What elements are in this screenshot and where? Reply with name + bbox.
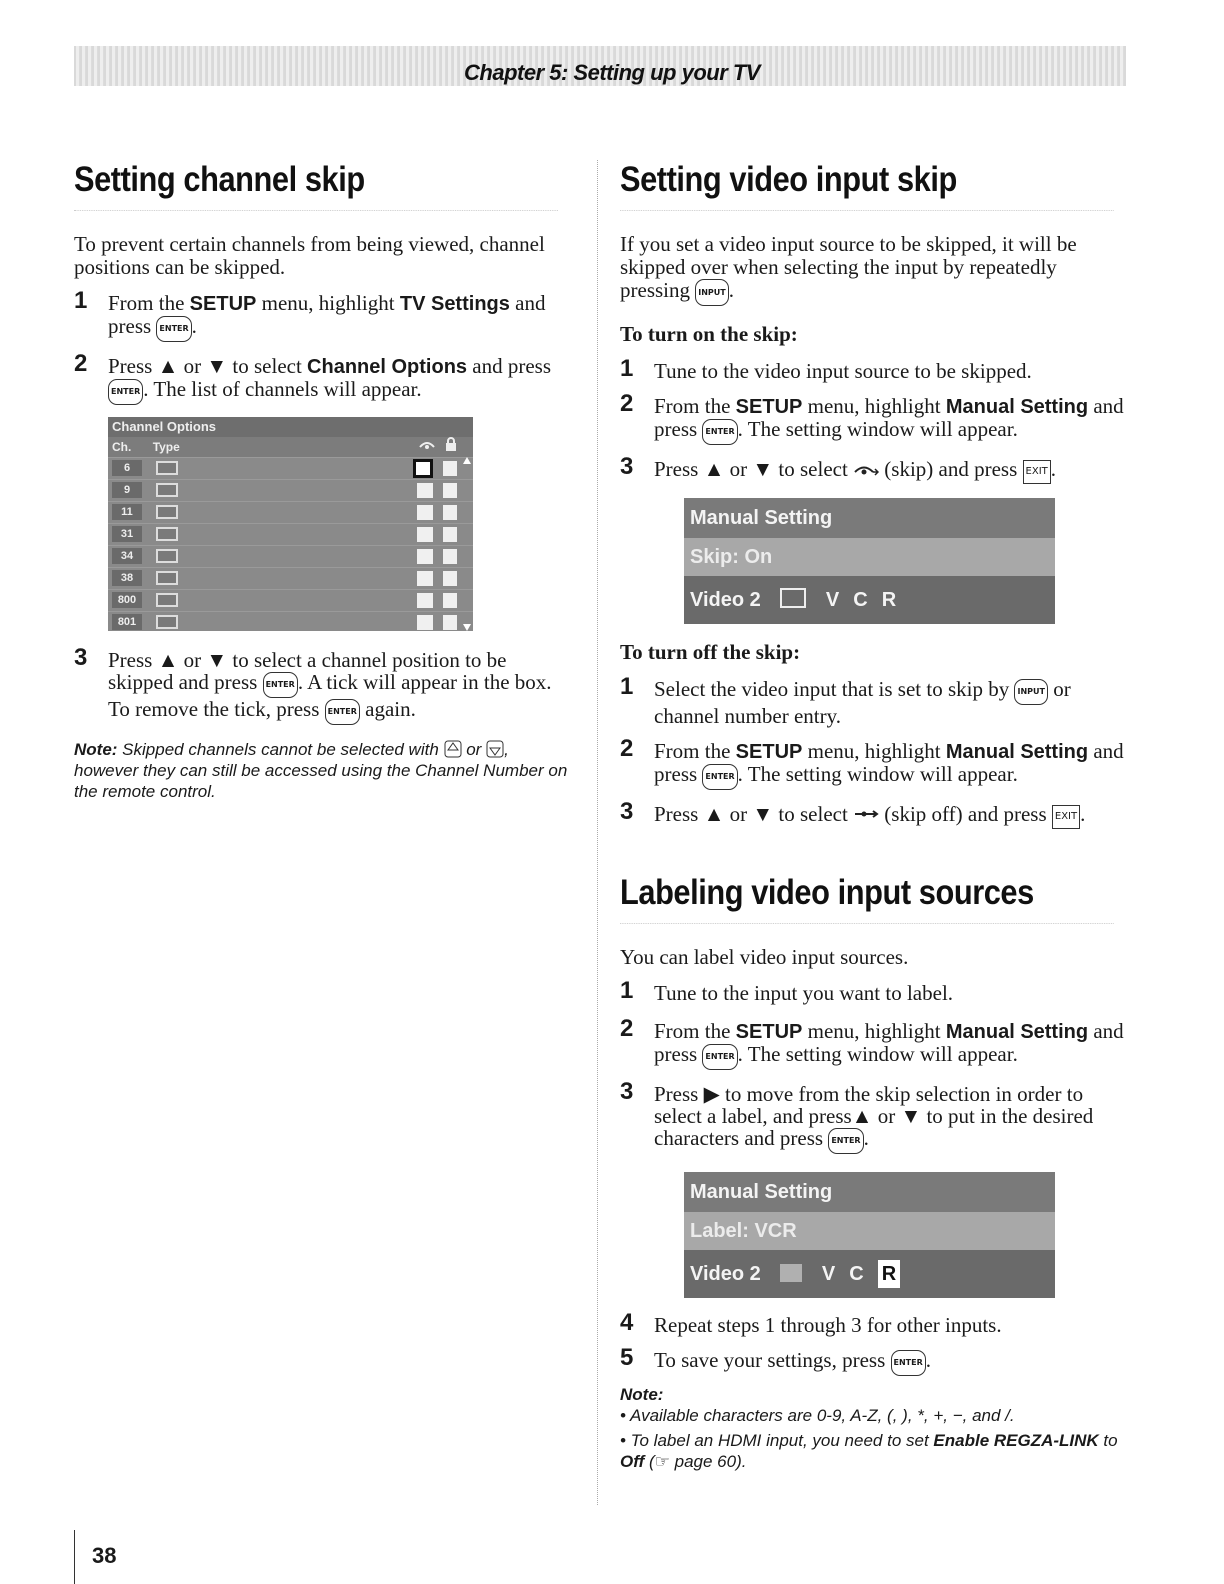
skip-checkbox (417, 483, 433, 498)
step-2: 2 Press ▲ or ▼ to select Channel Options and press ENTER . The list of channels will appear. (74, 355, 574, 405)
lock-checkbox (443, 527, 457, 542)
on-step-3: 3 Press ▲ or ▼ to select (skip) and press EXIT . (620, 458, 1130, 484)
lock-checkbox (443, 593, 457, 608)
off-step-1: 1 Select the video input that is set to skip by INPUT or channel number entry. (620, 673, 1071, 728)
type-icon (156, 461, 178, 475)
subhead-turn-on: To turn on the skip: (620, 322, 798, 346)
lock-icon (445, 437, 457, 457)
channel-row: 801 (108, 611, 473, 631)
screen-title: Channel Options (108, 417, 473, 437)
step-1: 1 From the SETUP menu, highlight TV Settings and press ENTER . (74, 292, 574, 342)
type-icon (156, 571, 178, 585)
section-title-labeling: Labeling video input sources (620, 873, 1114, 924)
enter-button-icon: ENTER (702, 764, 737, 790)
channel-row: 9 (108, 479, 473, 501)
intro-video-input-skip: If you set a video input source to be skipped, it will be skipped over when selecting the input by repeatedly pressing INPUT . (620, 233, 1130, 306)
scroll-arrows-icon (463, 457, 471, 631)
lock-checkbox (443, 571, 457, 586)
channel-row: 31 (108, 523, 473, 545)
enter-button-icon: ENTER (828, 1128, 863, 1154)
on-step-2: 2 From the SETUP menu, highlight Manual Setting and press ENTER . The setting window will appear. (620, 395, 1130, 445)
right-column (620, 160, 1130, 1472)
subhead-turn-off: To turn off the skip: (620, 640, 801, 664)
type-icon (156, 483, 178, 497)
skip-icon (853, 457, 879, 481)
enter-button-icon: ENTER (702, 1044, 737, 1070)
enter-button-icon: ENTER (263, 672, 298, 698)
channel-down-icon (486, 740, 504, 759)
label-step-5: 5 To save your settings, press ENTER . (620, 1349, 1130, 1376)
exit-button-icon: EXIT (1052, 805, 1080, 829)
manual-setting-skip-screen: Manual Setting Skip: On Video 2 V C R (684, 498, 1055, 624)
intro-labeling: You can label video input sources. (620, 945, 909, 969)
lock-checkbox (443, 549, 457, 564)
skip-checkbox (413, 459, 433, 478)
skip-checkbox (417, 549, 433, 564)
column-divider (597, 160, 598, 1505)
note-channel-skip: Note: Skipped channels cannot be selected with or , however they can still be accessed using the Channel Number on the remote control. (74, 740, 568, 801)
label-step-2: 2 From the SETUP menu, highlight Manual Setting and press ENTER . The setting window will appear. (620, 1020, 1130, 1070)
lock-checkbox (443, 615, 457, 630)
input-button-icon: INPUT (695, 279, 729, 306)
skip-icon (780, 588, 806, 608)
skip-checkbox (417, 615, 433, 630)
off-step-2: 2 From the SETUP menu, highlight Manual Setting and press ENTER . The setting window will appear. (620, 740, 1130, 790)
input-button-icon: INPUT (1014, 679, 1048, 705)
skip-icon (780, 1264, 802, 1282)
note-labeling: Note: • Available characters are 0-9, A-Z, (, ), *, +, −, and /. • To label an HDMI input, you need to set Enable REGZA-LINK to Off (☞ page 60). (620, 1385, 1118, 1471)
type-icon (156, 505, 178, 519)
skip-off-icon (853, 802, 879, 826)
lock-checkbox (443, 505, 457, 520)
skip-checkbox (417, 571, 433, 586)
type-icon (156, 549, 178, 563)
enter-button-icon: ENTER (891, 1350, 926, 1376)
page-number: 38 (92, 1543, 117, 1568)
intro-channel-skip: To prevent certain channels from being viewed, channel positions can be skipped. (74, 232, 545, 279)
channel-row: 800 (108, 589, 473, 611)
channel-options-screen (108, 417, 473, 631)
section-title-channel-skip: Setting channel skip (74, 160, 558, 211)
label-step-4: 4 Repeat steps 1 through 3 for other inputs. (620, 1309, 1002, 1337)
section-title-video-input-skip: Setting video input skip (620, 160, 1114, 211)
skip-checkbox (417, 527, 433, 542)
skip-checkbox (417, 505, 433, 520)
type-icon (156, 527, 178, 541)
manual-setting-label-screen: Manual Setting Label: VCR Video 2 V C R (684, 1172, 1055, 1298)
on-step-1: 1 Tune to the video input source to be skipped. (620, 355, 1032, 383)
channel-row: 6 (108, 457, 473, 479)
exit-button-icon: EXIT (1023, 460, 1051, 484)
off-step-3: 3 Press ▲ or ▼ to select (skip off) and press EXIT . (620, 803, 1130, 829)
enter-button-icon: ENTER (702, 419, 737, 445)
label-step-1: 1 Tune to the input you want to label. (620, 977, 954, 1005)
skip-checkbox (417, 593, 433, 608)
type-icon (156, 593, 178, 607)
type-icon (156, 615, 178, 629)
channel-up-icon (444, 740, 462, 759)
channel-row: 38 (108, 567, 473, 589)
enter-button-icon: ENTER (325, 699, 360, 725)
left-column (74, 160, 574, 802)
lock-checkbox (443, 461, 457, 476)
label-step-3: 3 Press ▶ to move from the skip selection in order to select a label, and press▲ or ▼ to put in the desired characters and press ENTER . (620, 1083, 1130, 1154)
channel-row: 11 (108, 501, 473, 523)
channel-row: 34 (108, 545, 473, 567)
page-number-bar (74, 1530, 75, 1584)
enter-button-icon: ENTER (156, 316, 191, 342)
skip-icon (419, 437, 435, 457)
page-reference-icon: ☞ (654, 1452, 670, 1471)
step-3: 3 Press ▲ or ▼ to select a channel position to be skipped and press ENTER . A tick will appear in the box. To remove the tick, press ENTER again. (74, 649, 574, 725)
lock-checkbox (443, 483, 457, 498)
chapter-title: Chapter 5: Setting up your TV (464, 60, 760, 85)
screen-header: Ch. Type (108, 437, 473, 457)
enter-button-icon: ENTER (108, 379, 143, 405)
